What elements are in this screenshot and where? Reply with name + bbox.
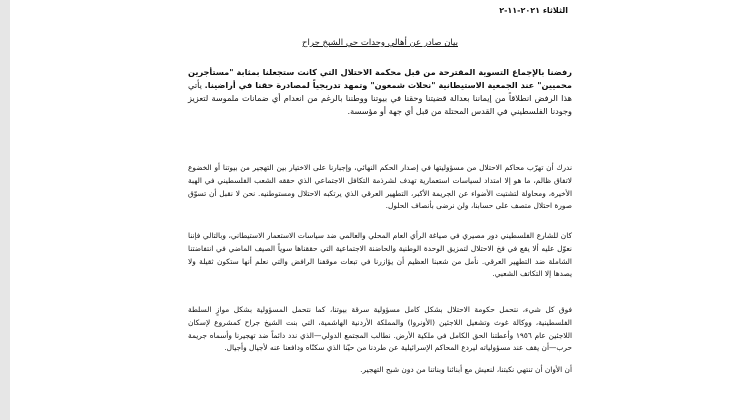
paragraph-1	[188, 66, 572, 118]
statement-page	[180, 0, 580, 420]
paragraph-1-rest: يأتي هذا الرفض انطلاقاً من إيماننا بعدالة قضيتنا وحقنا في بيوتنا ووطننا بالرغم من انعدام أي ضمانات ملموسة لتعزيز وجودنا الفلسطيني في القدس المحتلة من قبل أي جهة أو مؤسسة.	[188, 80, 572, 116]
paragraph-4: فوق كل شيء، نتحمل حكومة الاحتلال بشكل كامل مسؤولية سرقة بيوتنا، كما نتحمل المسؤولية بشكل موازٍ السلطة الفلسطينية، ووكالة غوث وتشغيل اللاجئين (الأونروا) والمملكة الأردنية الهاشمية، التي بنت الشيخ جراح كمشروع لإسكان اللاجئين عام ١٩٥٦ وأعطتنا الحق الكامل في ملكية الأرض. نطالب المجتمع الدولي—الذي ندد دائماً ضد تهجيرنا وأسماه جريمة حرب—أن يقف عند مسؤولياته ليردع المحاكم الإسرائيلية عن طردنا من حيّنا الذي سكنّاه ودافعنا عنه لأجيال وأجيال.	[188, 305, 572, 353]
viewer-side-margin	[0, 0, 10, 420]
paragraph-3: كان للشارع الفلسطيني دور مصيري في صياغة الرأي العام المحلي والعالمي ضد سياسات الاستعمار الاستيطاني، وبالتالي فإننا نعوّل عليه ألا يقع في فخ الاحتلال لتمزيق الوحدة الوطنية والحاضنة الاجتماعية التي حققناها سوياً الصيف الماضي في انتفاضتنا الشاملة ضد التطهير العرقي. نأمل من شعبنا العظيم أن يؤازرنا في تبعات موقفنا الرافض والتي نعلم أنها ستكون ثقيلة ولا يصدها إلا التكاتف الشعبي.	[188, 231, 572, 279]
paragraph-1-bold: رفضنا بالإجماع التسوية المقترحة من قبل محكمة الاحتلال التي كانت ستجعلنا بمثابة "مستأجرين محميين" عند الجمعية الاستيطانية "نحلات شمعون" وتمهد تدريجياً لمصادرة حقنا في أراضينا.	[188, 67, 572, 90]
paragraph-2: ندرك أن تهرّب محاكم الاحتلال من مسؤوليتها في إصدار الحكم النهائي، وإجبارنا على الاختيار بين التهجير من بيوتنا أو الخضوع لاتفاق ظالم، ما هو إلا امتداد لسياسات استعمارية تهدف لشرذمة التكافل الاجتماعي الذي حققه الشعب الفلسطيني في الهبة الأخيرة، ومحاولة لتشتيت الأضواء عن الجريمة الأكبر، التطهير العرقي الذي يرتكبه الاحتلال ومستوطنيه. نحن لا نقبل أن تسوّق صورة احتلال متصف على حسابنا، ولن نرضى بأنصاف الحلول.	[188, 163, 572, 211]
document-date: الثلاثاء ٢٠٢١-١١-٢	[499, 6, 568, 15]
document-title: بيان صادر عن أهالي وحدات حي الشيخ جراح	[302, 38, 458, 48]
paragraph-5: أن الأوان أن تنتهي نكبتنا، لنعيش مع أبنائنا وبناتنا من دون شبح التهجير.	[360, 365, 572, 374]
